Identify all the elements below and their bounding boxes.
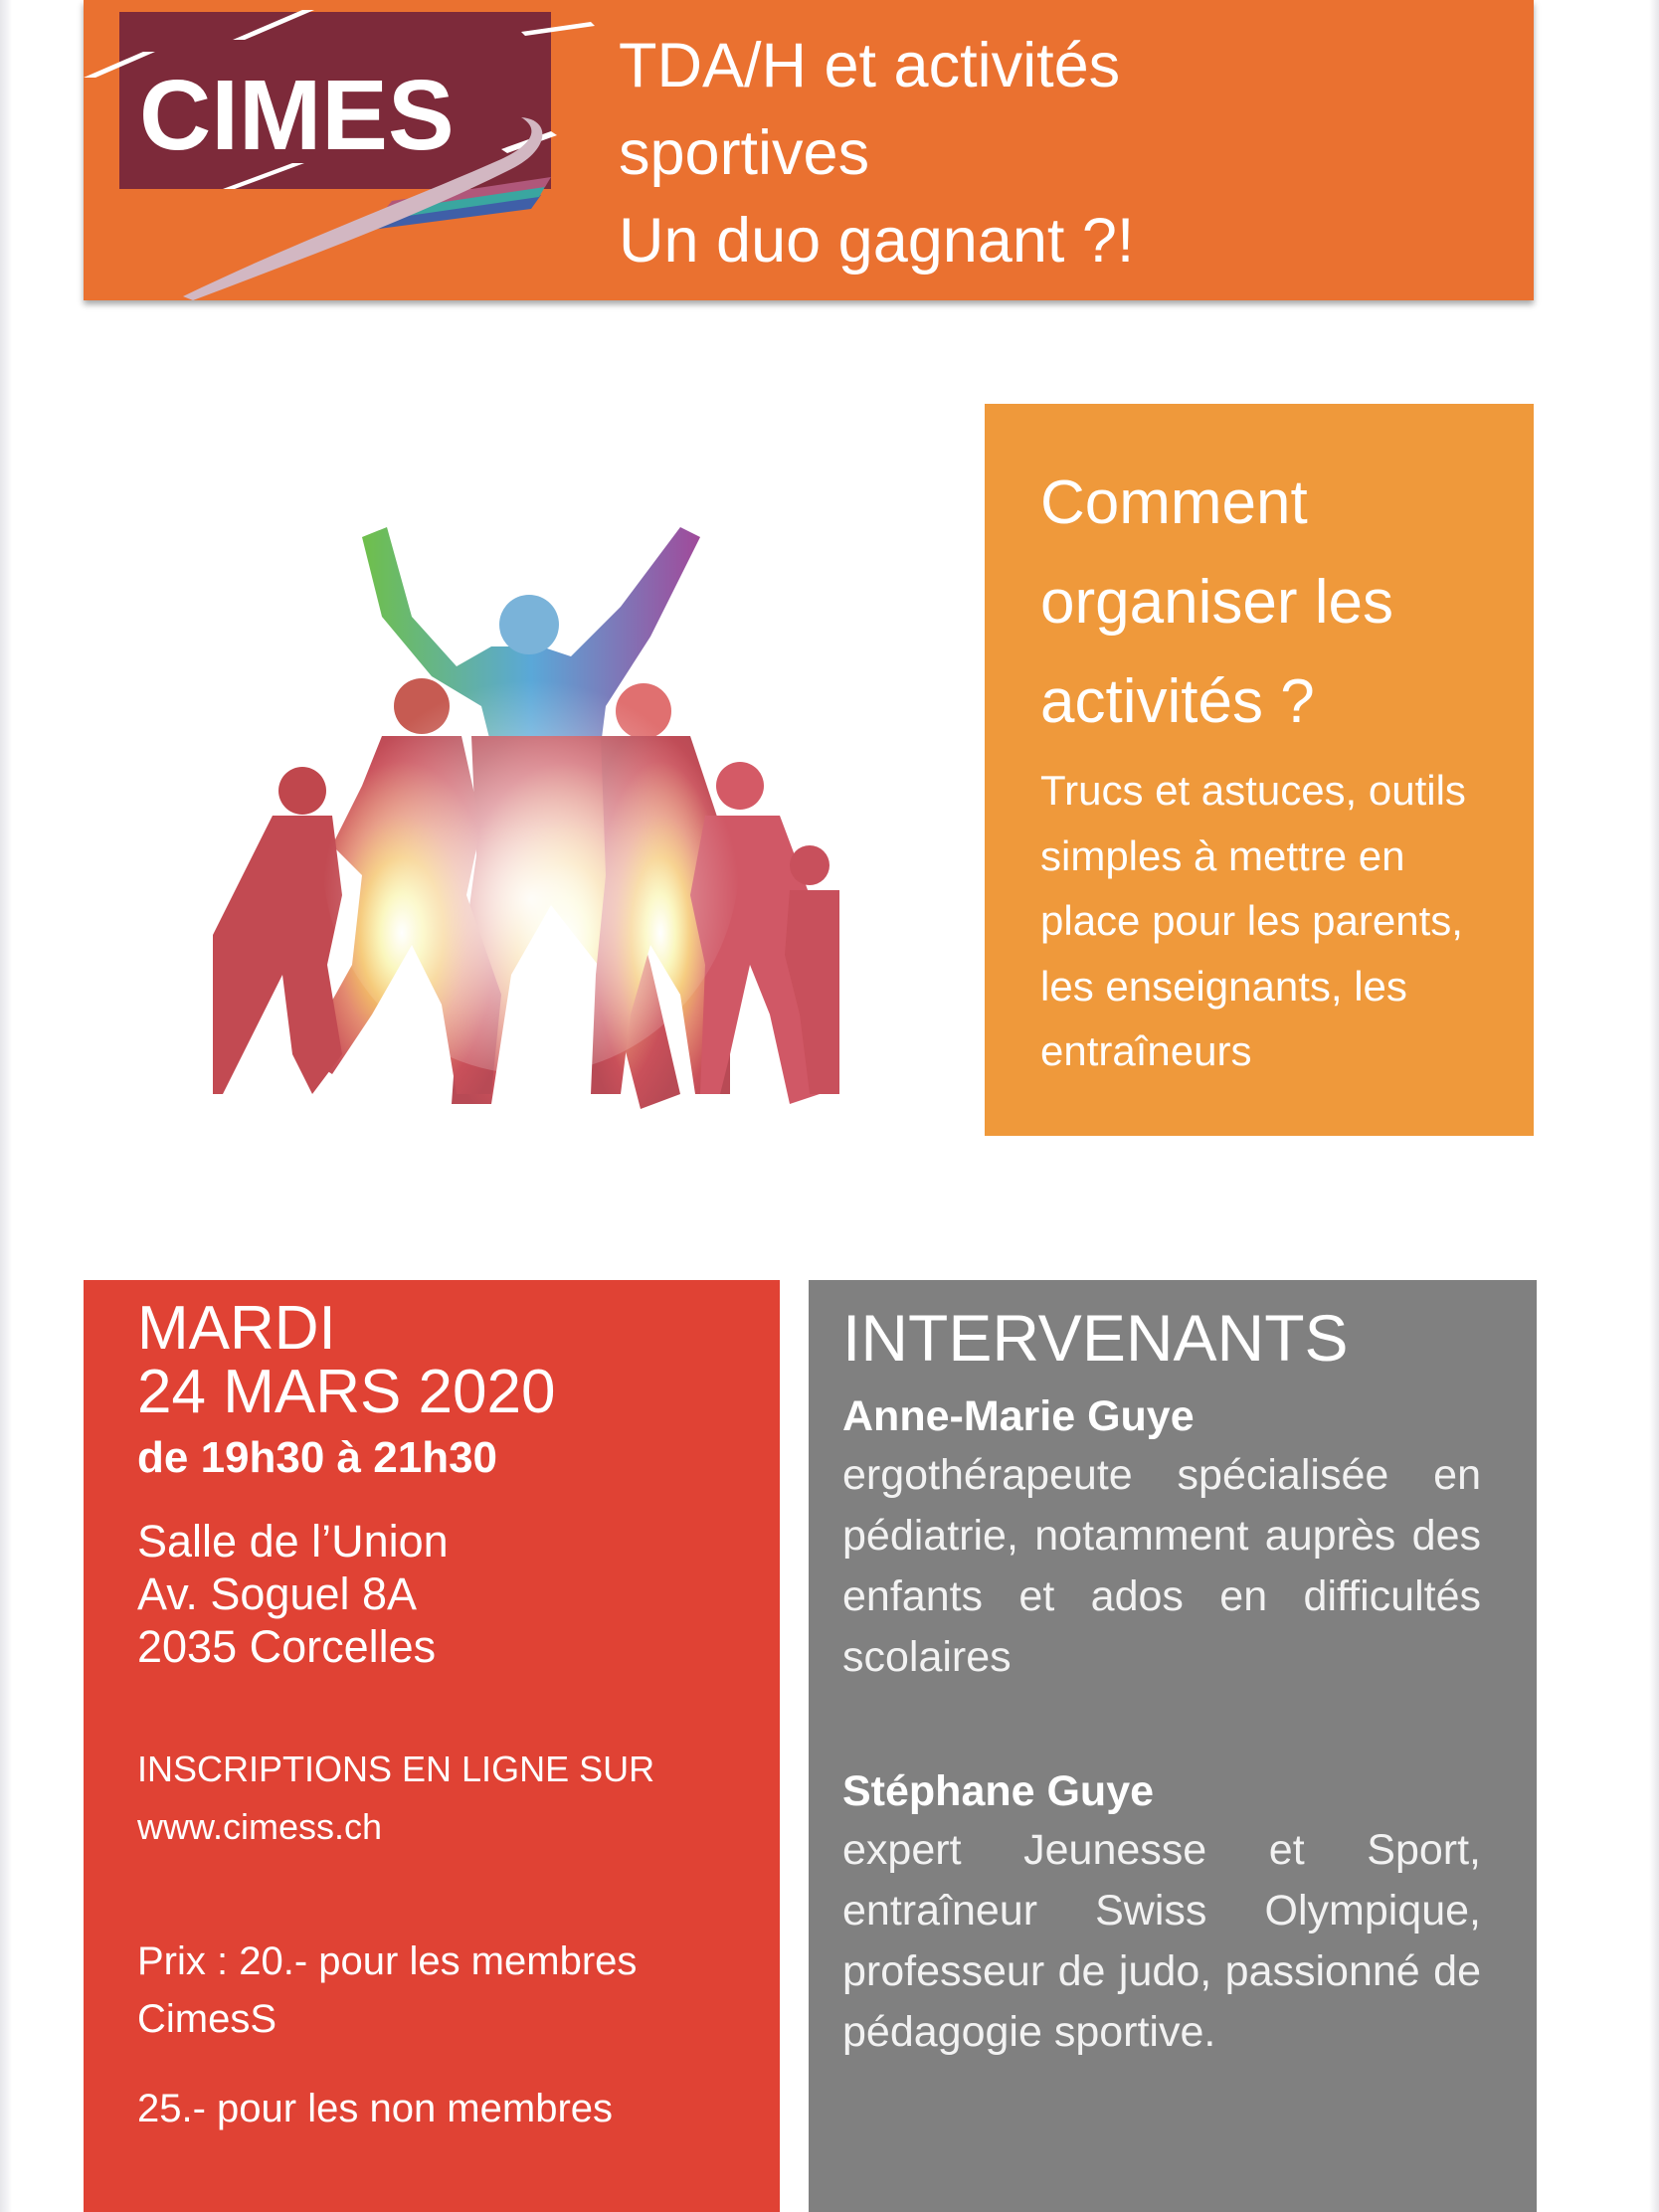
header-title xyxy=(619,22,1514,284)
venue-line: Av. Soguel 8A xyxy=(137,1568,418,1619)
speaker-item xyxy=(842,1387,1481,1688)
info-box xyxy=(985,404,1534,1136)
speaker-item xyxy=(842,1762,1481,2063)
info-heading-line: activités ? xyxy=(1040,667,1315,736)
event-venue xyxy=(137,1515,774,1673)
event-panel xyxy=(84,1280,780,2212)
event-day: MARDI xyxy=(137,1294,336,1363)
venue-line: Salle de l’Union xyxy=(137,1516,449,1567)
speaker-description: ergothérapeute spécialisée en pédiatrie, notamment auprès des enfants et ados en difficultés scolaires xyxy=(842,1451,1481,1681)
info-description-line: place pour les parents, xyxy=(1040,897,1463,944)
info-heading xyxy=(1040,454,1518,752)
header-title-line: TDA/H et activités xyxy=(619,31,1121,100)
price-members xyxy=(137,1933,774,2048)
price-line: CimesS xyxy=(137,1997,277,2041)
speakers-panel xyxy=(809,1280,1537,2212)
event-date: 24 MARS 2020 xyxy=(137,1358,556,1426)
info-description-line: les enseignants, les xyxy=(1040,962,1407,1010)
header-title-line: sportives xyxy=(619,118,870,188)
speaker-name: Stéphane Guye xyxy=(842,1767,1155,1815)
info-heading-line: Comment xyxy=(1040,468,1308,537)
page-edge xyxy=(0,0,12,2212)
speakers-title: INTERVENANTS xyxy=(842,1301,1349,1375)
price-non-members: 25.- pour les non membres xyxy=(137,2087,614,2130)
speaker-description: expert Jeunesse et Sport, entraîneur Swiss Olympique, professeur de judo, passionné de pédagogie sportive. xyxy=(842,1826,1481,2056)
price-line: Prix : 20.- pour les membres xyxy=(137,1939,638,1983)
info-description-line: entraîneurs xyxy=(1040,1027,1252,1074)
info-description xyxy=(1040,758,1528,1084)
runners-illustration xyxy=(213,497,839,1118)
event-time: de 19h30 à 21h30 xyxy=(137,1433,498,1482)
website-link[interactable]: www.cimess.ch xyxy=(137,1806,383,1847)
cimess-logo xyxy=(84,0,601,300)
header-banner xyxy=(84,0,1534,300)
info-description-line: Trucs et astuces, outils xyxy=(1040,767,1466,814)
info-heading-line: organiser les xyxy=(1040,568,1393,637)
page-edge xyxy=(1649,0,1659,2212)
info-description-line: simples à mettre en xyxy=(1040,831,1405,879)
registration xyxy=(137,1741,774,1856)
speaker-name: Anne-Marie Guye xyxy=(842,1392,1195,1440)
registration-label: INSCRIPTIONS EN LIGNE SUR xyxy=(137,1749,655,1789)
venue-line: 2035 Corcelles xyxy=(137,1621,437,1672)
logo-text: CIMES xyxy=(139,60,455,171)
header-title-line: Un duo gagnant ?! xyxy=(619,206,1135,276)
